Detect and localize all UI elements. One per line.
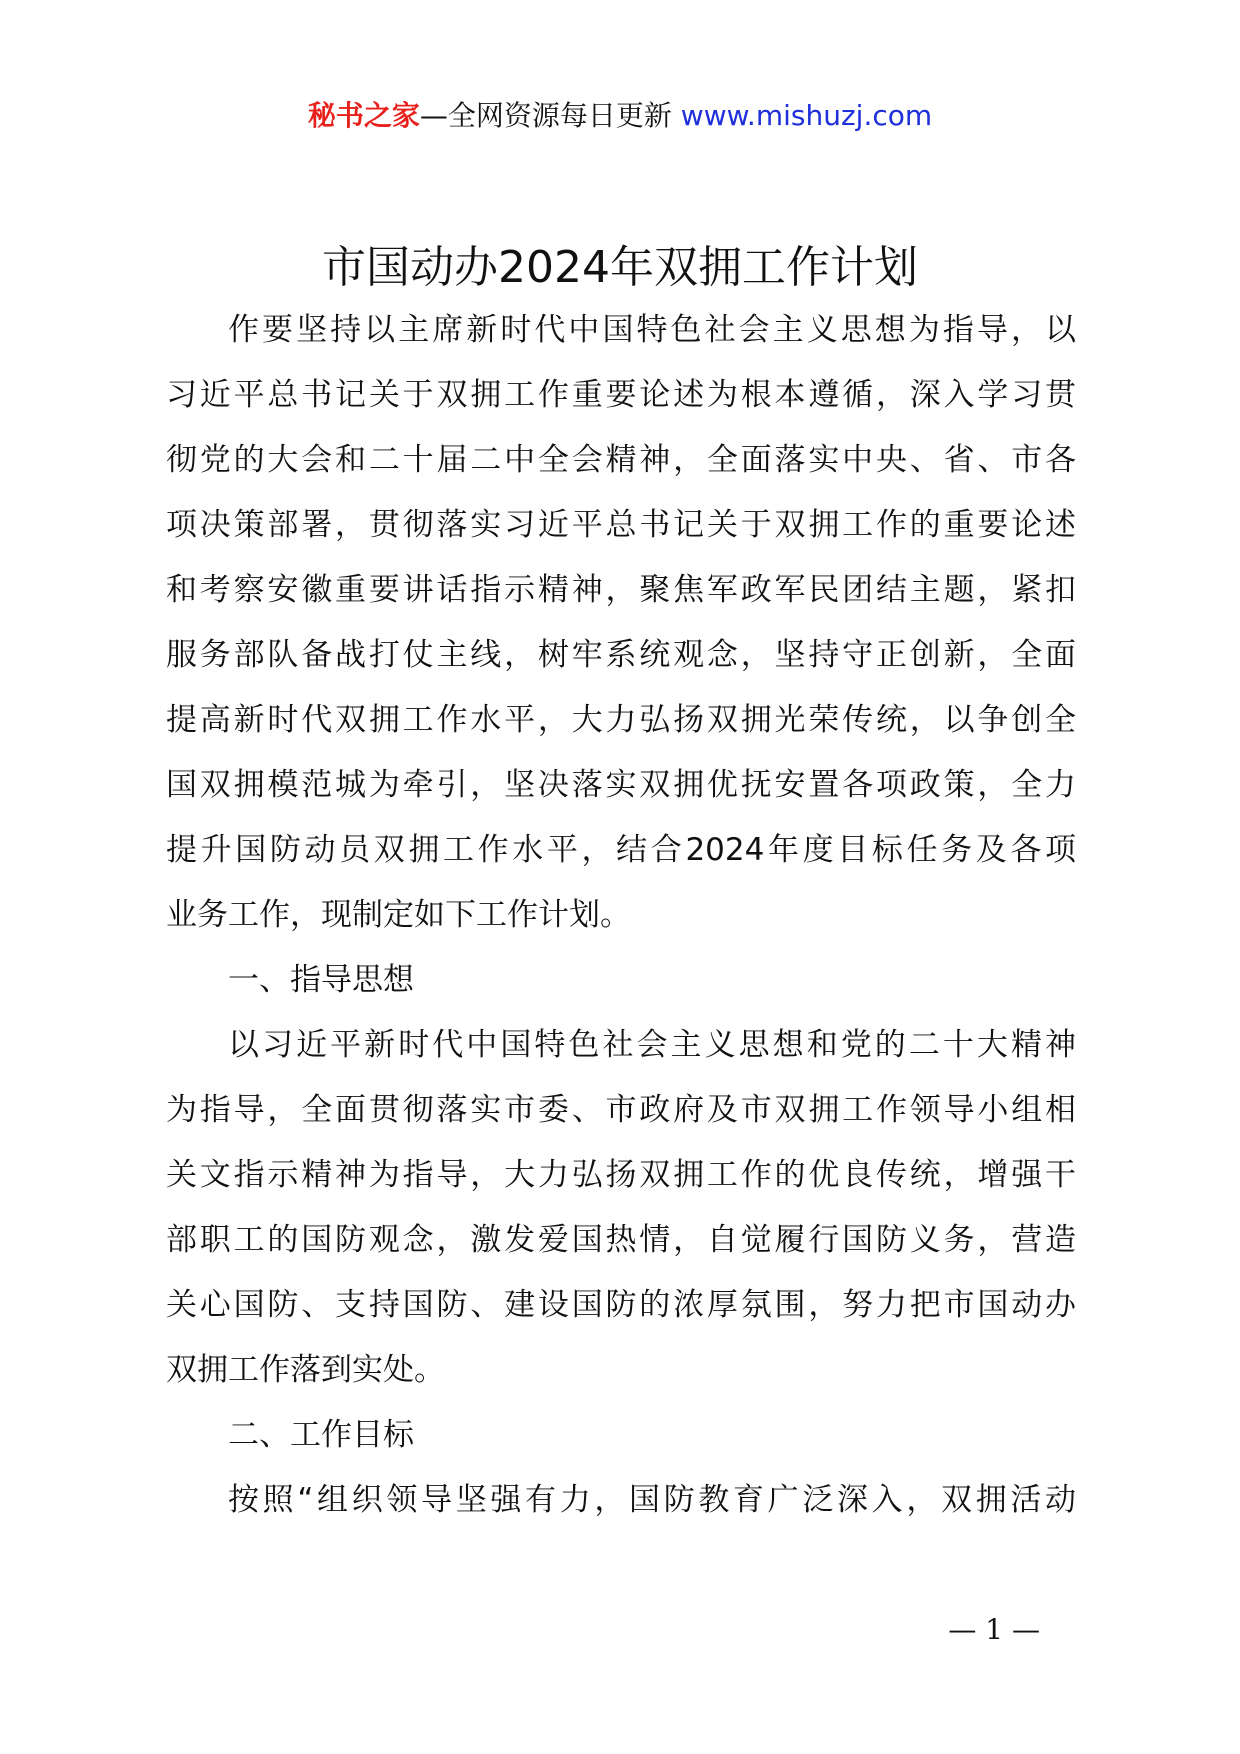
body-line: 作要坚持以主席新时代中国特色社会主义思想为指导，以 [228, 312, 1076, 348]
body-line: 关心国防、支持国防、建设国防的浓厚氛围，努力把市国动办 [166, 1287, 1076, 1323]
document-title: 市国动办2024年双拥工作计划 [322, 242, 918, 293]
body-line: 为指导，全面贯彻落实市委、市政府及市双拥工作领导小组相 [166, 1092, 1076, 1128]
document-body [166, 298, 1076, 1533]
body-line: 一、指导思想 [228, 962, 414, 998]
body-line: 国双拥模范城为牵引，坚决落实双拥优抚安置各项政策，全力 [166, 767, 1076, 803]
site-banner [0, 96, 1240, 136]
body-line: 部职工的国防观念，激发爱国热情，自觉履行国防义务，营造 [166, 1222, 1076, 1258]
body-line: 提升国防动员双拥工作水平，结合2024年度目标任务及各项 [166, 832, 1076, 868]
body-line: 提高新时代双拥工作水平，大力弘扬双拥光荣传统，以争创全 [166, 702, 1076, 738]
body-line: 服务部队备战打仗主线，树牢系统观念，坚持守正创新，全面 [166, 637, 1076, 673]
body-line: 业务工作，现制定如下工作计划。 [166, 897, 631, 933]
body-line: 按照“组织领导坚强有力，国防教育广泛深入，双拥活动 [228, 1482, 1076, 1518]
body-line: 以习近平新时代中国特色社会主义思想和党的二十大精神 [228, 1027, 1076, 1063]
body-line: 和考察安徽重要讲话指示精神，聚焦军政军民团结主题，紧扣 [166, 572, 1076, 608]
body-line: 二、工作目标 [228, 1417, 414, 1453]
body-line: 双拥工作落到实处。 [166, 1352, 445, 1388]
body-line: 项决策部署，贯彻落实习近平总书记关于双拥工作的重要论述 [166, 507, 1076, 543]
banner-brand: 秘书之家 [307, 99, 420, 132]
body-line: 关文指示精神为指导，大力弘扬双拥工作的优良传统，增强干 [166, 1157, 1076, 1193]
banner-site-link[interactable]: www.mishuzj.com [680, 99, 933, 132]
body-line: 习近平总书记关于双拥工作重要论述为根本遵循，深入学习贯 [166, 377, 1076, 413]
banner-tagline: —全网资源每日更新 [419, 99, 672, 132]
body-line: 彻党的大会和二十届二中全会精神，全面落实中央、省、市各 [166, 442, 1076, 478]
page-number: — 1 — [948, 1613, 1040, 1646]
